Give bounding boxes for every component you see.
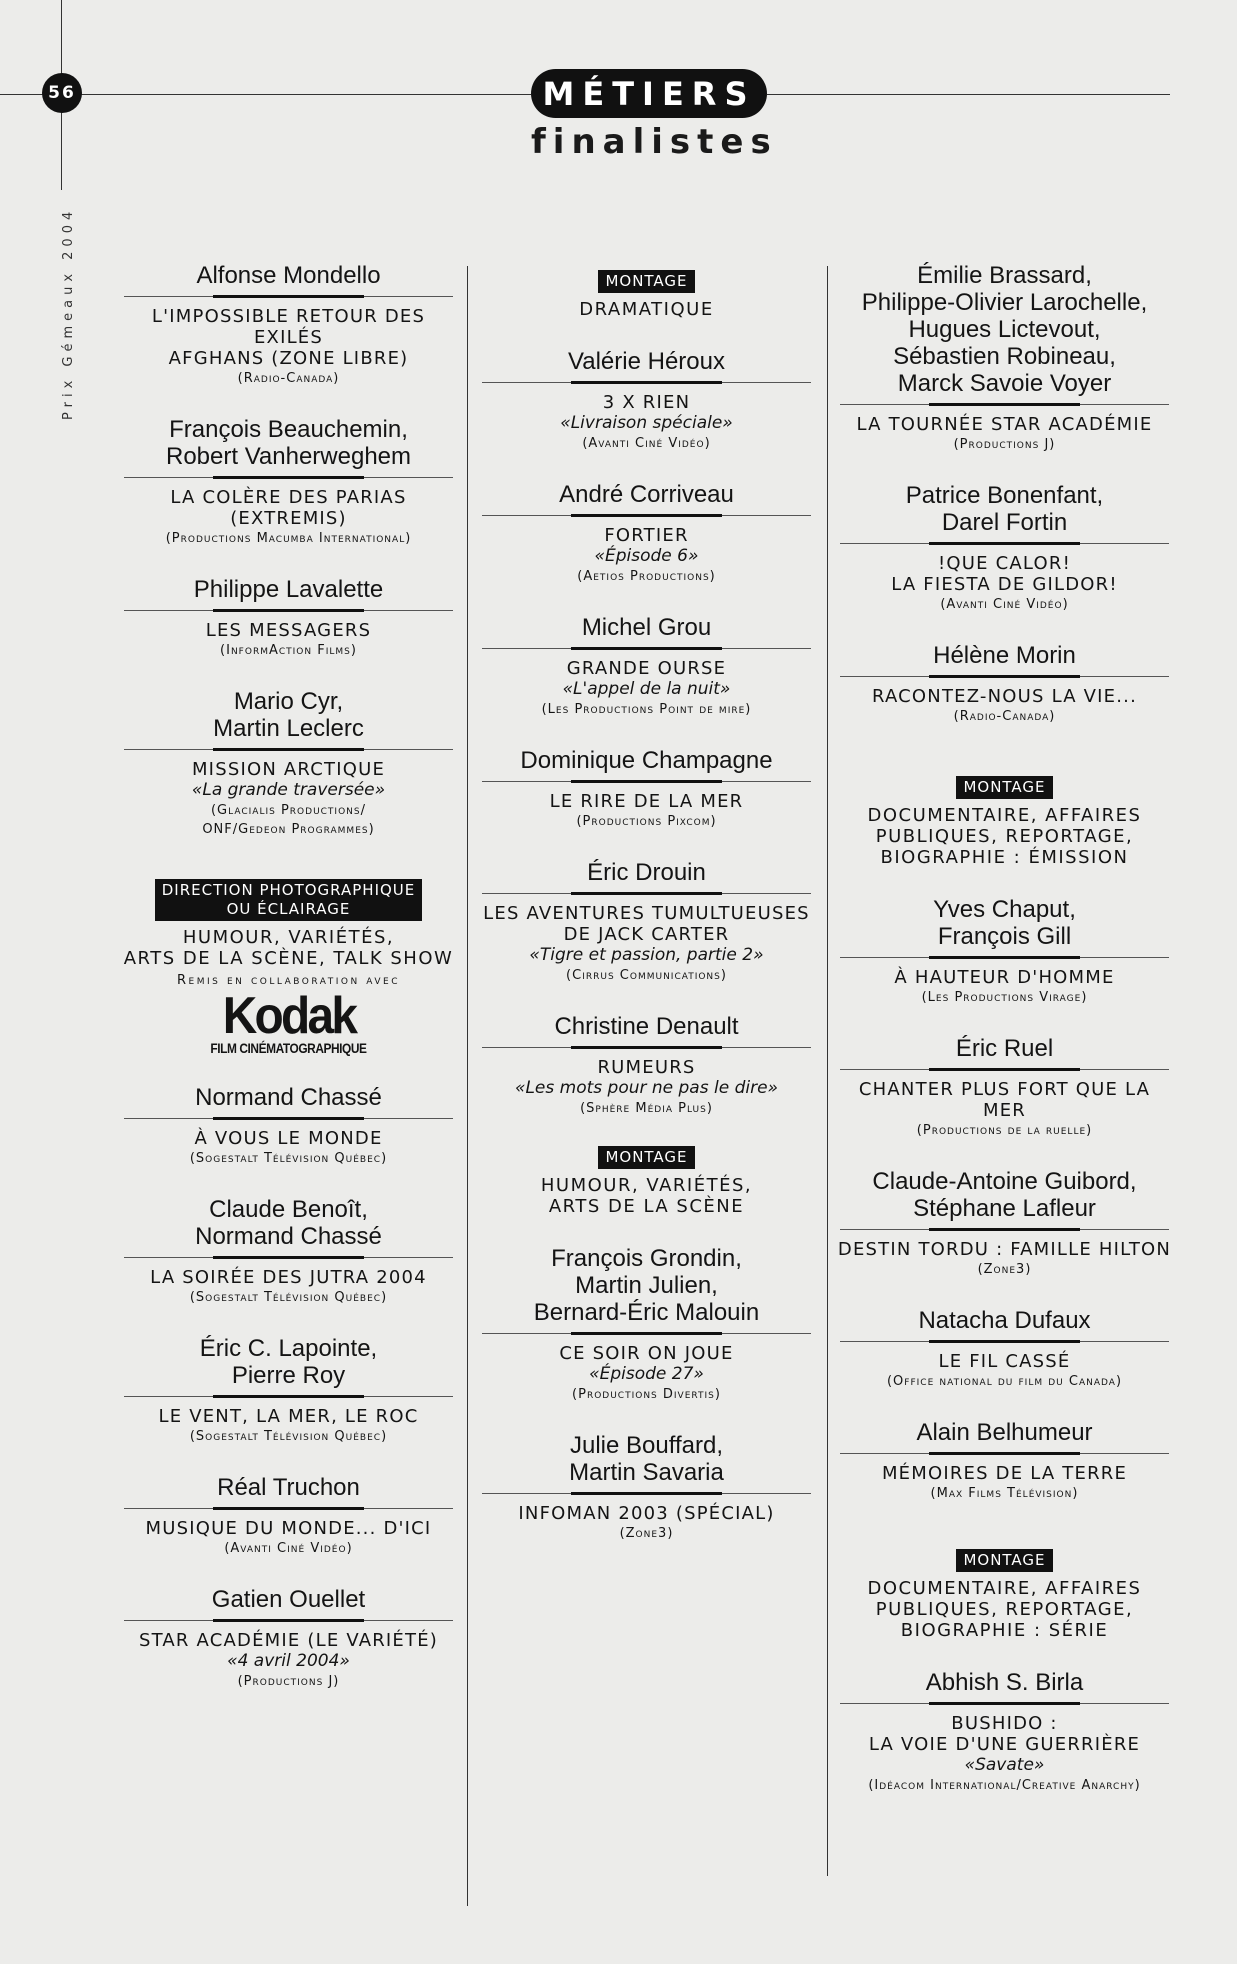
finalist-entry xyxy=(478,1245,815,1404)
finalist-names-line: Éric Drouin xyxy=(587,859,706,886)
finalist-names xyxy=(836,642,1173,675)
show-title xyxy=(836,1713,1173,1755)
finalist-names xyxy=(478,747,815,780)
producer xyxy=(120,1149,457,1168)
producer xyxy=(478,700,815,719)
finalist-names xyxy=(120,1084,457,1117)
category-tag xyxy=(598,1146,694,1169)
finalist-names-line: André Corriveau xyxy=(559,481,734,508)
producer-line: (Sogestalt Télévision Québec) xyxy=(189,1429,388,1444)
finalist-names-line: Bernard-Éric Malouin xyxy=(533,1299,760,1326)
episode-title: «Livraison spéciale» xyxy=(560,413,733,433)
show-title-line: RUMEURS xyxy=(597,1057,696,1078)
show-title-line: MISSION ARCTIQUE xyxy=(191,759,386,780)
finalist-names xyxy=(120,1196,457,1256)
show-title-line: LES MESSAGERS xyxy=(205,620,372,641)
show-title-line: L'IMPOSSIBLE RETOUR DES EXILÉS xyxy=(151,306,426,348)
producer-line: (Productions Divertis) xyxy=(572,1387,721,1402)
show-title-line: LA VOIE D'UNE GUERRIÈRE xyxy=(868,1734,1141,1755)
finalist-names-line: Émilie Brassard, xyxy=(917,262,1092,289)
category-name xyxy=(836,805,1173,868)
category-name-line: ARTS DE LA SCÈNE xyxy=(548,1196,745,1217)
category-tag-line: MONTAGE xyxy=(605,272,688,290)
finalist-names-line: Martin Savaria xyxy=(569,1459,724,1486)
producer xyxy=(478,434,815,453)
show-title xyxy=(836,1463,1173,1484)
finalist-names-line: Alain Belhumeur xyxy=(916,1419,1093,1446)
finalist-names-line: François Beauchemin, xyxy=(169,416,408,443)
producer xyxy=(120,1539,457,1558)
finalist-names xyxy=(478,859,815,892)
finalist-names-line: Yves Chaput, xyxy=(933,896,1076,923)
producer-line: (Glacialis Productions/ xyxy=(210,803,366,818)
show-title xyxy=(836,1351,1173,1372)
show-title-line: LA TOURNÉE STAR ACADÉMIE xyxy=(856,414,1153,435)
category-name-line: PUBLIQUES, REPORTAGE, xyxy=(875,1599,1134,1620)
show-title-line: LE FIL CASSÉ xyxy=(938,1351,1071,1372)
entry-rule xyxy=(482,1492,811,1494)
entry-rule xyxy=(482,892,811,894)
finalist-entry xyxy=(120,688,457,839)
producer xyxy=(836,707,1173,726)
producer xyxy=(478,1099,815,1118)
episode-title: «Tigre et passion, partie 2» xyxy=(529,945,764,965)
sponsor-credit: Remis en collaboration avec xyxy=(176,973,401,988)
category-name-line: BIOGRAPHIE : ÉMISSION xyxy=(880,847,1129,868)
finalist-entry xyxy=(478,747,815,831)
producer-line: (Avanti Ciné Vidéo) xyxy=(582,436,711,451)
finalist-names xyxy=(836,1419,1173,1452)
column-2 xyxy=(478,262,815,1571)
header-rule-right xyxy=(767,94,1170,95)
show-title xyxy=(836,686,1173,707)
producer xyxy=(836,1372,1173,1391)
entry-rule xyxy=(124,476,453,478)
show-title xyxy=(478,1503,815,1524)
show-title-line: AFGHANS (ZONE LIBRE) xyxy=(168,348,409,369)
entry-rule xyxy=(124,748,453,750)
producer-line: (Sogestalt Télévision Québec) xyxy=(189,1151,388,1166)
entry-rule xyxy=(840,403,1169,405)
finalist-names-line: Gatien Ouellet xyxy=(211,1586,366,1613)
entry-rule xyxy=(124,1507,453,1509)
producer xyxy=(120,529,457,548)
show-title-line: (EXTREMIS) xyxy=(230,508,347,529)
finalist-names-line: Philippe Lavalette xyxy=(193,576,384,603)
show-title-line: LA COLÈRE DES PARIAS xyxy=(170,487,407,508)
show-title-line: GRANDE OURSE xyxy=(566,658,727,679)
show-title-line: RACONTEZ-NOUS LA VIE... xyxy=(871,686,1138,707)
show-title-line: LE VENT, LA MER, LE ROC xyxy=(158,1406,419,1427)
finalist-names-line: Martin Leclerc xyxy=(213,715,364,742)
show-title xyxy=(120,759,457,780)
episode-title: «Épisode 27» xyxy=(589,1364,704,1384)
episode-title: «Savate» xyxy=(964,1755,1045,1775)
producer xyxy=(836,988,1173,1007)
finalist-names xyxy=(836,482,1173,542)
finalist-names-line: Normand Chassé xyxy=(195,1084,382,1111)
finalist-names-line: Darel Fortin xyxy=(941,509,1068,536)
finalist-entry xyxy=(836,262,1173,454)
finalist-names-line: Éric Ruel xyxy=(955,1035,1054,1062)
category-tag-wrap xyxy=(478,270,815,293)
finalist-names-line: François Gill xyxy=(937,923,1072,950)
side-label: Prix Gémeaux 2004 xyxy=(61,206,76,420)
producer xyxy=(120,801,457,839)
category-tag xyxy=(956,1549,1052,1572)
show-title xyxy=(836,1239,1173,1260)
producer-line: (Les Productions Point de mire) xyxy=(541,702,752,717)
entry-rule xyxy=(482,381,811,383)
finalist-names-line: Patrice Bonenfant, xyxy=(905,482,1104,509)
finalist-names xyxy=(478,1013,815,1046)
show-title xyxy=(478,903,815,945)
finalist-entry xyxy=(836,482,1173,614)
finalist-names-line: Alfonse Mondello xyxy=(196,262,381,289)
show-title xyxy=(836,967,1173,988)
show-title-line: BUSHIDO : xyxy=(951,1713,1058,1734)
finalist-names xyxy=(478,614,815,647)
category-name-line: BIOGRAPHIE : SÉRIE xyxy=(900,1620,1109,1641)
entry-rule xyxy=(840,956,1169,958)
show-title-line: 3 X RIEN xyxy=(602,392,691,413)
entry-rule xyxy=(482,780,811,782)
show-title-line: MUSIQUE DU MONDE... D'ICI xyxy=(145,1518,432,1539)
finalist-names xyxy=(478,481,815,514)
show-title xyxy=(120,1518,457,1539)
producer-line: (Idéacom International/Creative Anarchy) xyxy=(868,1778,1141,1793)
category-name-line: DOCUMENTAIRE, AFFAIRES xyxy=(867,805,1142,826)
category-tag-line: MONTAGE xyxy=(605,1148,688,1166)
show-title-line: !QUE CALOR! xyxy=(937,553,1071,574)
producer-line: (Aetios Productions) xyxy=(577,569,716,584)
producer-line: (Zone3) xyxy=(977,1262,1032,1277)
kodak-logo-subtitle: FILM CINÉMATOGRAPHIQUE xyxy=(210,1040,367,1056)
show-title xyxy=(478,658,815,679)
finalist-names-line: Christine Denault xyxy=(554,1013,739,1040)
finalist-names-line: Claude Benoît, xyxy=(209,1196,368,1223)
category-name-line: HUMOUR, VARIÉTÉS, xyxy=(182,927,395,948)
episode-title: «La grande traversée» xyxy=(191,780,386,800)
show-title-line: FORTIER xyxy=(604,525,689,546)
entry-rule xyxy=(482,647,811,649)
finalist-entry xyxy=(120,1474,457,1558)
show-title xyxy=(120,1630,457,1651)
column-divider-1 xyxy=(467,266,468,1906)
page-number: 56 xyxy=(42,73,82,113)
category-tag-wrap xyxy=(478,1146,815,1169)
producer xyxy=(478,1524,815,1543)
finalist-names xyxy=(478,348,815,381)
entry-rule xyxy=(124,1256,453,1258)
finalist-names-line: Valérie Héroux xyxy=(568,348,725,375)
episode-title: «Les mots pour ne pas le dire» xyxy=(514,1078,779,1098)
kodak-logo-mark: Kodak xyxy=(222,987,355,1045)
show-title xyxy=(120,1406,457,1427)
producer-line: (Sphère Média Plus) xyxy=(580,1101,713,1116)
show-title-line: À HAUTEUR D'HOMME xyxy=(894,967,1115,988)
finalist-names xyxy=(120,576,457,609)
finalist-names-line: Martin Julien, xyxy=(575,1272,718,1299)
entry-rule xyxy=(124,1117,453,1119)
finalist-names-line: Normand Chassé xyxy=(195,1223,382,1250)
finalist-names-line: Abhish S. Birla xyxy=(925,1669,1084,1696)
show-title-line: LES AVENTURES TUMULTUEUSES xyxy=(483,903,810,924)
finalist-names-line: Dominique Champagne xyxy=(520,747,773,774)
finalist-names-line: Marck Savoie Voyer xyxy=(897,370,1112,397)
finalist-entry xyxy=(120,1335,457,1446)
category-name xyxy=(120,927,457,969)
finalist-names-line: Claude-Antoine Guibord, xyxy=(872,1168,1137,1195)
finalist-names-line: Julie Bouffard, xyxy=(570,1432,723,1459)
producer-line: (Radio-Canada) xyxy=(953,709,1056,724)
finalist-names-line: Éric C. Lapointe, xyxy=(199,1335,378,1362)
category-tag-wrap xyxy=(120,879,457,921)
finalist-names-line: Robert Vanherweghem xyxy=(165,443,412,470)
section-title: MÉTIERS xyxy=(531,69,767,118)
producer-line: (Productions de la ruelle) xyxy=(916,1123,1093,1138)
finalist-names-line: Stéphane Lafleur xyxy=(913,1195,1096,1222)
finalist-names-line: Michel Grou xyxy=(581,614,712,641)
producer-line: (Cirrus Communications) xyxy=(566,968,727,983)
producer-line: (InformAction Films) xyxy=(220,643,357,658)
column-divider-2 xyxy=(827,266,828,1876)
show-title-line: LA SOIRÉE DES JUTRA 2004 xyxy=(150,1267,427,1288)
producer-line: (Les Productions Virage) xyxy=(921,990,1088,1005)
finalist-names-line: Sébastien Robineau, xyxy=(893,343,1116,370)
producer xyxy=(120,1672,457,1691)
producer-line: (Sogestalt Télévision Québec) xyxy=(189,1290,388,1305)
producer xyxy=(120,369,457,388)
finalist-entry xyxy=(836,896,1173,1007)
show-title xyxy=(120,487,457,529)
finalist-names xyxy=(836,1669,1173,1702)
finalist-entry xyxy=(836,1307,1173,1391)
show-title xyxy=(478,525,815,546)
finalist-entry xyxy=(120,416,457,548)
category-name xyxy=(478,299,815,320)
producer xyxy=(836,1260,1173,1279)
finalist-names-line: Philippe-Olivier Larochelle, xyxy=(861,289,1148,316)
category-tag-line: MONTAGE xyxy=(963,778,1046,796)
producer xyxy=(478,1385,815,1404)
column-3 xyxy=(836,262,1173,1823)
entry-rule xyxy=(124,609,453,611)
category-tag xyxy=(598,270,694,293)
category-name xyxy=(478,1175,815,1217)
finalist-names-line: Mario Cyr, xyxy=(233,688,344,715)
category-tag-wrap xyxy=(836,1549,1173,1572)
show-title-line: INFOMAN 2003 (SPÉCIAL) xyxy=(518,1503,775,1524)
finalist-names xyxy=(120,416,457,476)
category-name-line: PUBLIQUES, REPORTAGE, xyxy=(875,826,1134,847)
finalist-names xyxy=(836,1307,1173,1340)
entry-rule xyxy=(124,295,453,297)
producer-line: (Productions Pixcom) xyxy=(576,814,717,829)
producer xyxy=(478,812,815,831)
finalist-names xyxy=(836,896,1173,956)
finalist-names-line: Réal Truchon xyxy=(217,1474,360,1501)
section-subtitle: finalistes xyxy=(531,122,778,162)
entry-rule xyxy=(840,1340,1169,1342)
finalist-entry xyxy=(836,1669,1173,1795)
category-tag-line: OU ÉCLAIRAGE xyxy=(226,900,351,918)
producer-line: (Productions J) xyxy=(953,437,1056,452)
category-header xyxy=(478,1146,815,1217)
show-title xyxy=(836,414,1173,435)
producer-line: (Radio-Canada) xyxy=(237,371,340,386)
finalist-names xyxy=(120,1586,457,1619)
producer xyxy=(836,1121,1173,1140)
producer-line: ONF/Gedeon Programmes) xyxy=(202,822,375,837)
finalist-names-line: Hélène Morin xyxy=(933,642,1076,669)
show-title xyxy=(120,1128,457,1149)
finalist-names xyxy=(120,1335,457,1395)
column-1 xyxy=(120,262,457,1719)
entry-rule xyxy=(840,542,1169,544)
entry-rule xyxy=(840,1228,1169,1230)
show-title xyxy=(478,1057,815,1078)
category-name-line: HUMOUR, VARIÉTÉS, xyxy=(540,1175,753,1196)
show-title xyxy=(120,306,457,369)
category-tag-line: MONTAGE xyxy=(963,1551,1046,1569)
category-tag-line: DIRECTION PHOTOGRAPHIQUE xyxy=(161,881,416,899)
producer xyxy=(120,1288,457,1307)
producer-line: (Avanti Ciné Vidéo) xyxy=(224,1541,353,1556)
producer-line: (Max Films Télévision) xyxy=(930,1486,1079,1501)
producer xyxy=(478,567,815,586)
category-name-line: ARTS DE LA SCÈNE, TALK SHOW xyxy=(123,948,454,969)
finalist-names-line: François Grondin, xyxy=(551,1245,742,1272)
producer-line: (Productions Macumba International) xyxy=(165,531,412,546)
category-tag xyxy=(956,776,1052,799)
show-title xyxy=(836,553,1173,595)
show-title xyxy=(120,1267,457,1288)
show-title-line: MÉMOIRES DE LA TERRE xyxy=(881,1463,1128,1484)
producer-line: (Avanti Ciné Vidéo) xyxy=(940,597,1069,612)
show-title-line: DESTIN TORDU : FAMILLE HILTON xyxy=(837,1239,1172,1260)
category-header xyxy=(836,776,1173,868)
show-title-line: À VOUS LE MONDE xyxy=(194,1128,383,1149)
category-tag-wrap xyxy=(836,776,1173,799)
show-title-line: LA FIESTA DE GILDOR! xyxy=(891,574,1118,595)
entry-rule xyxy=(482,1332,811,1334)
category-header xyxy=(478,270,815,320)
entry-rule xyxy=(840,675,1169,677)
entry-rule xyxy=(124,1619,453,1621)
show-title xyxy=(478,392,815,413)
show-title xyxy=(836,1079,1173,1121)
finalist-names xyxy=(478,1432,815,1492)
producer-line: (Office national du film du Canada) xyxy=(886,1374,1123,1389)
producer xyxy=(836,1776,1173,1795)
episode-title: «L'appel de la nuit» xyxy=(562,679,731,699)
producer-line: (Zone3) xyxy=(619,1526,674,1541)
finalist-names xyxy=(836,262,1173,403)
entry-rule xyxy=(482,1046,811,1048)
finalist-entry xyxy=(120,1084,457,1168)
entry-rule xyxy=(840,1452,1169,1454)
finalist-entry xyxy=(120,576,457,660)
show-title-line: LE RIRE DE LA MER xyxy=(549,791,744,812)
category-header xyxy=(836,1549,1173,1641)
category-name-line: DOCUMENTAIRE, AFFAIRES xyxy=(867,1578,1142,1599)
finalist-entry xyxy=(478,614,815,719)
episode-title: «Épisode 6» xyxy=(594,546,699,566)
entry-rule xyxy=(840,1702,1169,1704)
finalist-entry xyxy=(836,1035,1173,1140)
category-tag xyxy=(155,879,423,921)
finalist-names xyxy=(120,262,457,295)
show-title-line: CE SOIR ON JOUE xyxy=(559,1343,734,1364)
finalist-names xyxy=(478,1245,815,1332)
show-title xyxy=(478,791,815,812)
entry-rule xyxy=(840,1068,1169,1070)
show-title-line: CHANTER PLUS FORT QUE LA MER xyxy=(858,1079,1151,1121)
category-header xyxy=(120,879,457,1056)
show-title-line: DE JACK CARTER xyxy=(563,924,730,945)
show-title xyxy=(120,620,457,641)
producer xyxy=(836,1484,1173,1503)
finalist-names xyxy=(120,1474,457,1507)
category-name-line: DRAMATIQUE xyxy=(579,299,714,320)
finalist-entry xyxy=(836,1419,1173,1503)
entry-rule xyxy=(482,514,811,516)
finalist-entry xyxy=(478,481,815,586)
entry-rule xyxy=(124,1395,453,1397)
finalist-entry xyxy=(120,262,457,388)
category-name xyxy=(836,1578,1173,1641)
finalist-names xyxy=(120,688,457,748)
finalist-names-line: Pierre Roy xyxy=(231,1362,346,1389)
finalist-entry xyxy=(478,348,815,453)
show-title-line: STAR ACADÉMIE (LE VARIÉTÉ) xyxy=(138,1630,438,1651)
finalist-entry xyxy=(120,1196,457,1307)
producer xyxy=(836,595,1173,614)
finalist-entry xyxy=(836,1168,1173,1279)
finalist-names-line: Natacha Dufaux xyxy=(918,1307,1091,1334)
finalist-entry xyxy=(120,1586,457,1691)
producer xyxy=(120,1427,457,1446)
producer-line: (Productions J) xyxy=(237,1674,340,1689)
finalist-entry xyxy=(478,859,815,985)
finalist-names-line: Hugues Lictevout, xyxy=(908,316,1101,343)
producer xyxy=(478,966,815,985)
episode-title: «4 avril 2004» xyxy=(227,1651,350,1671)
finalist-names xyxy=(836,1168,1173,1228)
finalist-entry xyxy=(478,1013,815,1118)
producer xyxy=(836,435,1173,454)
finalist-entry xyxy=(836,642,1173,726)
producer xyxy=(120,641,457,660)
sponsor-logo xyxy=(120,987,457,1056)
finalist-names xyxy=(836,1035,1173,1068)
finalist-entry xyxy=(478,1432,815,1543)
show-title xyxy=(478,1343,815,1364)
